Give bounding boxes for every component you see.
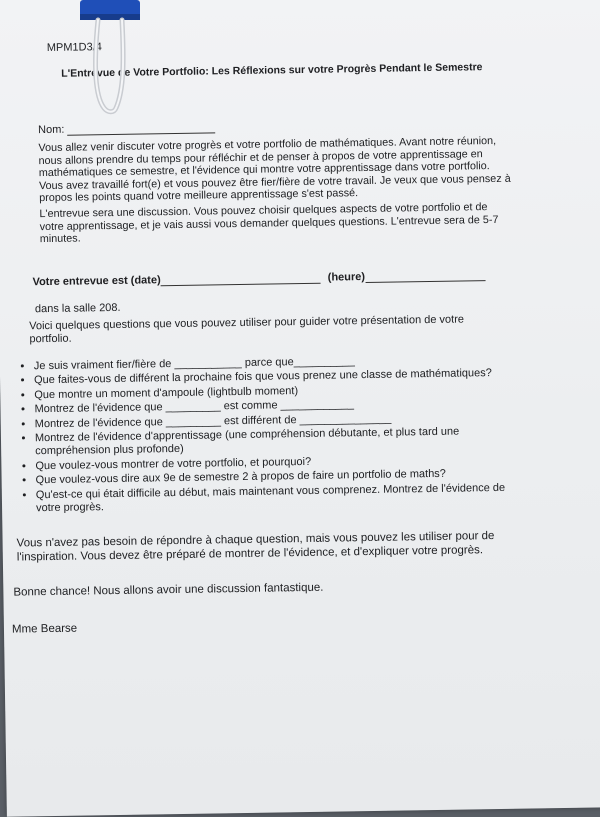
date-label: (date) [130, 274, 161, 287]
list-item: • Je suis vraiment fier/fière de ___________ parce que__________ [34, 353, 514, 374]
closing-paragraph: Vous n'avez pas besoin de répondre à chaque question, mais vous pouvez les utiliser pour de l'inspiration. Vous devez être préparé de montrer de l'évidence, et d'expliquer votre progrès. [16, 530, 495, 564]
list-item: • Montrez de l'évidence d'apprentissage (une compréhension débutante, et plus tard une compréhension plus profonde) [35, 425, 515, 459]
question-list [18, 353, 516, 517]
list-item: • Que voulez-vous montrer de votre portfolio, et pourquoi? [35, 453, 515, 474]
closing-wish: Bonne chance! Nous allons avoir une discussion fantastique. [13, 581, 324, 599]
binder-clip-icon [80, 0, 140, 120]
time-label: (heure) [327, 271, 366, 284]
signature: Mme Bearse [11, 622, 78, 636]
page-title: L'Entrevue de Votre Portfolio: Les Réflexions sur votre Progrès Pendant le Semestre [61, 61, 483, 80]
course-code: MPM1D3/4 [46, 41, 102, 54]
intro-paragraph: Vous allez venir discuter votre progrès et votre portfolio de mathématiques. Avant notre réunion, nous allons prendre du temps pour réfléchir et de penser à propos de votre apprentissage en mathématiques ce semestre, et l'évidence qui montre votre apprentissage dans votre portfolio. Vous avez travaillé fort(e) et vous pouvez être fier/fière de votre travail. Je veux que vous pensez à propos les points quand votre meilleure apprentissage s'est passé. [38, 134, 511, 205]
name-field [38, 121, 216, 136]
interview-label: Votre entrevue est [32, 274, 128, 289]
time-blank-line [365, 270, 485, 283]
name-label: Nom: [38, 123, 65, 137]
list-item: • Que faites-vous de différent la prochaine fois que vous prenez une classe de mathématiques? [34, 367, 514, 388]
questions-intro: Voici quelques questions que vous pouvez utiliser pour guider votre présentation de votre portfolio. [29, 313, 465, 346]
discussion-paragraph: L'entrevue sera une discussion. Vous pouvez choisir quelques aspects de votre portfolio et de votre apprentissage, et je vais aussi vous demander quelques questions. L'entrevue sera de 5-7 minutes. [39, 201, 499, 246]
date-blank-line [161, 273, 321, 287]
interview-line [32, 269, 485, 288]
list-item: • Montrez de l'évidence que _________ est comme ____________ [34, 396, 514, 417]
room-text: dans la salle 208. [34, 301, 121, 316]
list-item: • Montrez de l'évidence que _________ est différent de _______________ [35, 410, 515, 431]
list-item: • Qu'est-ce qui était difficile au début, mais maintenant vous comprenez. Montrez de l'évidence de votre progrès. [36, 481, 516, 515]
list-item: • Que montre un moment d'ampoule (lightbulb moment) [34, 382, 514, 403]
name-blank-line [67, 122, 215, 135]
list-item: • Que voulez-vous dire aux 9e de semestre 2 à propos de faire un portfolio de maths? [36, 467, 516, 488]
